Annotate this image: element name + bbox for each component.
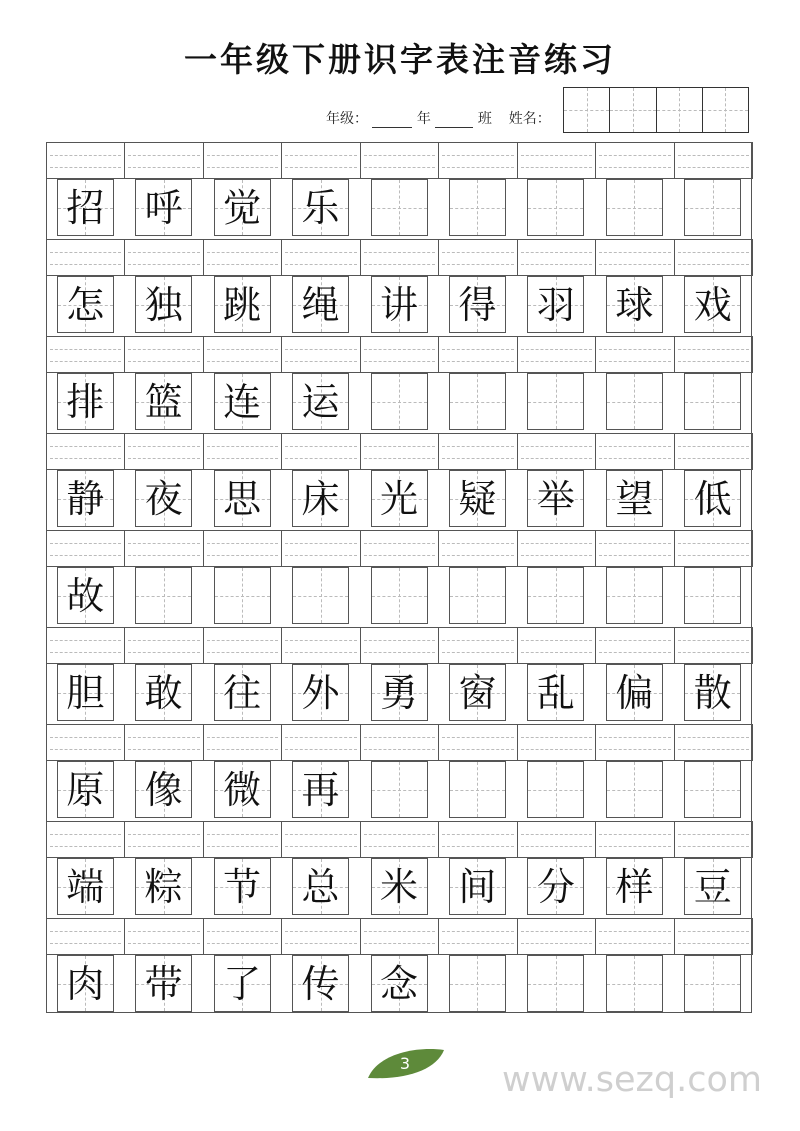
- pinyin-cell[interactable]: [281, 821, 360, 858]
- hanzi-character: 独: [144, 282, 183, 327]
- hanzi-character: 招: [66, 185, 105, 230]
- hanzi-cell: [449, 276, 506, 333]
- hanzi-cell: [214, 179, 271, 236]
- hanzi-cell: [214, 470, 271, 527]
- practice-row: [46, 142, 752, 239]
- name-box[interactable]: [564, 88, 610, 132]
- hanzi-character: 偏: [615, 670, 654, 715]
- pinyin-cell[interactable]: [517, 336, 596, 373]
- hanzi-cell: [684, 373, 741, 430]
- watermark: www.sezq.com: [502, 1060, 763, 1100]
- pinyin-cell[interactable]: [203, 336, 282, 373]
- hanzi-character: 窗: [458, 670, 497, 715]
- hanzi-character: 床: [301, 476, 340, 521]
- hanzi-cell: [606, 567, 663, 624]
- hanzi-cell: [57, 179, 114, 236]
- pinyin-cell[interactable]: [595, 530, 674, 567]
- hanzi-cell: [57, 858, 114, 915]
- hanzi-cell: [214, 664, 271, 721]
- hanzi-character: 像: [144, 767, 183, 812]
- hanzi-character: 样: [615, 864, 654, 909]
- pinyin-cell[interactable]: [674, 821, 753, 858]
- pinyin-cell[interactable]: [203, 627, 282, 664]
- hanzi-cell: [684, 858, 741, 915]
- pinyin-cell[interactable]: [203, 821, 282, 858]
- hanzi-character: 了: [223, 961, 262, 1006]
- name-box[interactable]: [610, 88, 656, 132]
- pinyin-cell[interactable]: [46, 627, 125, 664]
- hanzi-cell: [606, 373, 663, 430]
- pinyin-cell[interactable]: [360, 336, 439, 373]
- hanzi-cell: [371, 276, 428, 333]
- pinyin-cell[interactable]: [46, 433, 125, 470]
- hanzi-cell: [292, 858, 349, 915]
- hanzi-cell: [214, 276, 271, 333]
- hanzi-cell: [449, 373, 506, 430]
- hanzi-cell: [214, 373, 271, 430]
- hanzi-cell: [527, 761, 584, 818]
- pinyin-cell[interactable]: [203, 724, 282, 761]
- hanzi-cell: [684, 955, 741, 1012]
- hanzi-cell: [371, 373, 428, 430]
- hanzi-character: 外: [301, 670, 340, 715]
- pinyin-cell[interactable]: [360, 433, 439, 470]
- pinyin-cell[interactable]: [360, 530, 439, 567]
- student-info: [326, 108, 551, 130]
- pinyin-cell[interactable]: [595, 433, 674, 470]
- hanzi-character: 总: [301, 864, 340, 909]
- hanzi-cell: [292, 373, 349, 430]
- pinyin-cell[interactable]: [124, 142, 203, 179]
- hanzi-cell: [527, 955, 584, 1012]
- hanzi-cell: [449, 567, 506, 624]
- pinyin-cell[interactable]: [674, 918, 753, 955]
- hanzi-cell: [527, 567, 584, 624]
- hanzi-cell: [449, 955, 506, 1012]
- pinyin-cell[interactable]: [360, 918, 439, 955]
- hanzi-cell: [135, 373, 192, 430]
- pinyin-cell[interactable]: [438, 918, 517, 955]
- year-suffix: 年: [416, 111, 431, 127]
- name-box[interactable]: [657, 88, 703, 132]
- pinyin-cell[interactable]: [124, 724, 203, 761]
- page-number: 3: [399, 1054, 411, 1073]
- pinyin-cell[interactable]: [281, 239, 360, 276]
- pinyin-cell[interactable]: [281, 530, 360, 567]
- pinyin-cell[interactable]: [674, 142, 753, 179]
- pinyin-cell[interactable]: [203, 918, 282, 955]
- hanzi-cell: [684, 276, 741, 333]
- hanzi-cell: [606, 955, 663, 1012]
- hanzi-cell: [606, 664, 663, 721]
- hanzi-character: 故: [66, 573, 105, 618]
- hanzi-character: 再: [301, 767, 340, 812]
- pinyin-cell[interactable]: [124, 530, 203, 567]
- practice-row: [46, 336, 752, 433]
- page-title: 一年级下册识字表注音练习: [184, 40, 616, 79]
- pinyin-cell[interactable]: [46, 821, 125, 858]
- hanzi-cell: [449, 761, 506, 818]
- hanzi-character: 讲: [379, 282, 418, 327]
- hanzi-cell: [606, 470, 663, 527]
- page-number-badge: [366, 1048, 446, 1080]
- pinyin-cell[interactable]: [674, 336, 753, 373]
- hanzi-cell: [57, 373, 114, 430]
- hanzi-cell: [135, 858, 192, 915]
- hanzi-character: 乱: [536, 670, 575, 715]
- hanzi-character: 微: [223, 767, 262, 812]
- hanzi-character: 带: [144, 961, 183, 1006]
- hanzi-cell: [371, 955, 428, 1012]
- pinyin-cell[interactable]: [46, 918, 125, 955]
- pinyin-cell[interactable]: [203, 433, 282, 470]
- hanzi-character: 羽: [536, 282, 575, 327]
- hanzi-character: 运: [301, 379, 340, 424]
- hanzi-cell: [606, 858, 663, 915]
- hanzi-cell: [527, 858, 584, 915]
- pinyin-cell[interactable]: [46, 239, 125, 276]
- hanzi-cell: [606, 276, 663, 333]
- hanzi-character: 得: [458, 282, 497, 327]
- hanzi-cell: [135, 276, 192, 333]
- pinyin-cell[interactable]: [438, 433, 517, 470]
- hanzi-character: 勇: [379, 670, 418, 715]
- pinyin-cell[interactable]: [360, 724, 439, 761]
- hanzi-character: 念: [379, 961, 418, 1006]
- hanzi-cell: [214, 858, 271, 915]
- pinyin-cell[interactable]: [203, 530, 282, 567]
- pinyin-cell[interactable]: [674, 433, 753, 470]
- hanzi-character: 敢: [144, 670, 183, 715]
- class-suffix: 班: [477, 111, 492, 127]
- hanzi-character: 传: [301, 961, 340, 1006]
- hanzi-cell: [449, 179, 506, 236]
- pinyin-cell[interactable]: [517, 724, 596, 761]
- pinyin-cell[interactable]: [674, 724, 753, 761]
- hanzi-cell: [57, 276, 114, 333]
- pinyin-cell[interactable]: [438, 336, 517, 373]
- hanzi-cell: [371, 179, 428, 236]
- hanzi-character: 呼: [144, 185, 183, 230]
- practice-grid: [46, 142, 752, 1015]
- hanzi-cell: [527, 276, 584, 333]
- hanzi-character: 豆: [693, 864, 732, 909]
- hanzi-cell: [214, 567, 271, 624]
- pinyin-cell[interactable]: [595, 142, 674, 179]
- hanzi-character: 端: [66, 864, 105, 909]
- hanzi-cell: [449, 470, 506, 527]
- hanzi-character: 举: [536, 476, 575, 521]
- hanzi-cell: [214, 761, 271, 818]
- hanzi-character: 原: [66, 767, 105, 812]
- pinyin-cell[interactable]: [438, 821, 517, 858]
- hanzi-cell: [57, 470, 114, 527]
- hanzi-character: 思: [223, 476, 262, 521]
- hanzi-cell: [57, 761, 114, 818]
- class-blank[interactable]: [435, 113, 473, 128]
- hanzi-character: 疑: [458, 476, 497, 521]
- pinyin-cell[interactable]: [438, 530, 517, 567]
- pinyin-cell[interactable]: [517, 530, 596, 567]
- name-box[interactable]: [703, 88, 748, 132]
- hanzi-character: 米: [379, 864, 418, 909]
- hanzi-character: 散: [693, 670, 732, 715]
- hanzi-cell: [527, 179, 584, 236]
- hanzi-character: 排: [66, 379, 105, 424]
- hanzi-character: 球: [615, 282, 654, 327]
- pinyin-cell[interactable]: [281, 336, 360, 373]
- practice-row: [46, 821, 752, 918]
- hanzi-cell: [684, 567, 741, 624]
- hanzi-character: 肉: [66, 961, 105, 1006]
- practice-row: [46, 239, 752, 336]
- hanzi-cell: [214, 955, 271, 1012]
- hanzi-cell: [527, 470, 584, 527]
- pinyin-cell[interactable]: [517, 142, 596, 179]
- hanzi-character: 胆: [66, 670, 105, 715]
- name-label: 姓名：: [508, 111, 551, 127]
- hanzi-character: 怎: [66, 282, 105, 327]
- hanzi-character: 乐: [301, 185, 340, 230]
- hanzi-cell: [292, 567, 349, 624]
- hanzi-character: 间: [458, 864, 497, 909]
- hanzi-cell: [371, 567, 428, 624]
- hanzi-character: 粽: [144, 864, 183, 909]
- hanzi-cell: [449, 858, 506, 915]
- hanzi-character: 望: [615, 476, 654, 521]
- hanzi-cell: [135, 664, 192, 721]
- pinyin-cell[interactable]: [360, 239, 439, 276]
- hanzi-cell: [684, 470, 741, 527]
- pinyin-cell[interactable]: [124, 821, 203, 858]
- pinyin-cell[interactable]: [674, 530, 753, 567]
- hanzi-cell: [135, 955, 192, 1012]
- pinyin-cell[interactable]: [203, 142, 282, 179]
- pinyin-cell[interactable]: [46, 530, 125, 567]
- practice-row: [46, 918, 752, 1015]
- hanzi-character: 节: [223, 864, 262, 909]
- hanzi-cell: [606, 761, 663, 818]
- hanzi-cell: [292, 761, 349, 818]
- pinyin-cell[interactable]: [281, 433, 360, 470]
- hanzi-cell: [57, 664, 114, 721]
- hanzi-cell: [292, 955, 349, 1012]
- pinyin-cell[interactable]: [595, 239, 674, 276]
- pinyin-cell[interactable]: [281, 627, 360, 664]
- pinyin-cell[interactable]: [46, 142, 125, 179]
- grade-label: 年级：: [326, 111, 368, 127]
- hanzi-cell: [606, 179, 663, 236]
- practice-row: [46, 724, 752, 821]
- hanzi-cell: [371, 470, 428, 527]
- pinyin-cell[interactable]: [124, 239, 203, 276]
- pinyin-cell[interactable]: [281, 724, 360, 761]
- pinyin-cell[interactable]: [438, 627, 517, 664]
- hanzi-character: 往: [223, 670, 262, 715]
- grade-blank[interactable]: [372, 113, 412, 128]
- pinyin-cell[interactable]: [595, 918, 674, 955]
- pinyin-cell[interactable]: [124, 336, 203, 373]
- hanzi-cell: [135, 567, 192, 624]
- hanzi-cell: [135, 470, 192, 527]
- pinyin-cell[interactable]: [517, 821, 596, 858]
- pinyin-cell[interactable]: [438, 724, 517, 761]
- hanzi-cell: [527, 373, 584, 430]
- pinyin-cell[interactable]: [595, 336, 674, 373]
- hanzi-character: 连: [223, 379, 262, 424]
- pinyin-cell[interactable]: [517, 433, 596, 470]
- hanzi-cell: [449, 664, 506, 721]
- hanzi-cell: [57, 567, 114, 624]
- practice-row: [46, 530, 752, 627]
- pinyin-cell[interactable]: [438, 142, 517, 179]
- hanzi-character: 静: [66, 476, 105, 521]
- pinyin-cell[interactable]: [46, 336, 125, 373]
- pinyin-cell[interactable]: [360, 142, 439, 179]
- pinyin-cell[interactable]: [595, 821, 674, 858]
- hanzi-character: 夜: [144, 476, 183, 521]
- pinyin-cell[interactable]: [517, 918, 596, 955]
- pinyin-cell[interactable]: [517, 627, 596, 664]
- pinyin-cell[interactable]: [674, 627, 753, 664]
- hanzi-cell: [371, 664, 428, 721]
- hanzi-cell: [292, 470, 349, 527]
- hanzi-cell: [684, 761, 741, 818]
- name-boxes: [563, 87, 749, 133]
- pinyin-cell[interactable]: [360, 627, 439, 664]
- hanzi-cell: [292, 664, 349, 721]
- pinyin-cell[interactable]: [517, 239, 596, 276]
- practice-row: [46, 627, 752, 724]
- hanzi-character: 觉: [223, 185, 262, 230]
- hanzi-character: 分: [536, 864, 575, 909]
- pinyin-cell[interactable]: [124, 433, 203, 470]
- hanzi-character: 戏: [693, 282, 732, 327]
- pinyin-cell[interactable]: [281, 142, 360, 179]
- hanzi-cell: [527, 664, 584, 721]
- hanzi-cell: [292, 179, 349, 236]
- pinyin-cell[interactable]: [674, 239, 753, 276]
- hanzi-cell: [292, 276, 349, 333]
- hanzi-cell: [684, 664, 741, 721]
- practice-row: [46, 433, 752, 530]
- pinyin-cell[interactable]: [124, 627, 203, 664]
- hanzi-cell: [371, 761, 428, 818]
- pinyin-cell[interactable]: [360, 821, 439, 858]
- hanzi-cell: [135, 761, 192, 818]
- hanzi-character: 篮: [144, 379, 183, 424]
- pinyin-cell[interactable]: [46, 724, 125, 761]
- hanzi-cell: [684, 179, 741, 236]
- hanzi-cell: [57, 955, 114, 1012]
- pinyin-cell[interactable]: [595, 627, 674, 664]
- hanzi-character: 低: [693, 476, 732, 521]
- pinyin-cell[interactable]: [124, 918, 203, 955]
- pinyin-cell[interactable]: [203, 239, 282, 276]
- hanzi-cell: [135, 179, 192, 236]
- pinyin-cell[interactable]: [438, 239, 517, 276]
- pinyin-cell[interactable]: [281, 918, 360, 955]
- hanzi-character: 绳: [301, 282, 340, 327]
- pinyin-cell[interactable]: [595, 724, 674, 761]
- hanzi-cell: [371, 858, 428, 915]
- hanzi-character: 光: [379, 476, 418, 521]
- hanzi-character: 跳: [223, 282, 262, 327]
